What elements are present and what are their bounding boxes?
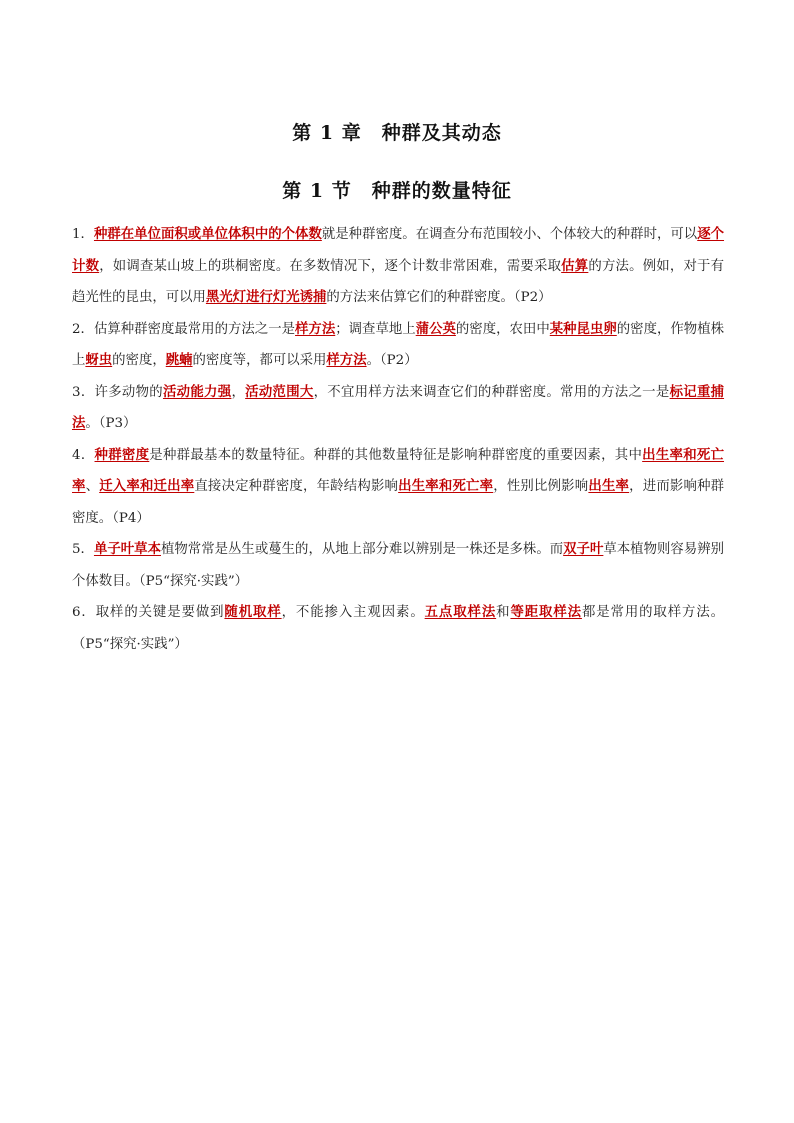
text-segment: 的方法来估算它们的种群密度。（P2） xyxy=(326,290,552,305)
text-segment: ，如调查某山坡上的珙桐密度。在多数情况下，逐个计数非常困难，需要采取 xyxy=(99,258,562,274)
highlighted-keyword: 活动范围大 xyxy=(245,383,314,400)
highlighted-keyword: 标记重捕法 xyxy=(72,383,725,431)
text-segment: 1． xyxy=(72,227,94,242)
list-item xyxy=(72,219,724,314)
highlighted-keyword: 活动能力强 xyxy=(162,383,232,400)
text-segment: 都是常用的取样方法。（P5“探究·实践”） xyxy=(72,605,725,652)
highlighted-keyword: 出生率和死亡率 xyxy=(398,478,494,494)
highlighted-keyword: 出生率 xyxy=(588,478,630,494)
chapter-title: 第 1 章 种群及其动态 xyxy=(292,122,502,144)
highlighted-keyword: 等距取样法 xyxy=(510,604,582,620)
text-segment: ，不宜用样方法来调查它们的种群密度。常用的方法之一是 xyxy=(313,384,670,400)
text-segment: 就是种群密度。在调查分布范围较小、个体较大的种群时，可以 xyxy=(321,227,698,242)
list-item xyxy=(72,534,724,597)
text-segment: 直接决定种群密度，年龄结构影响 xyxy=(194,479,399,494)
text-segment: 是种群最基本的数量特征。种群的其他数量特征是影响种群密度的重要因素，其中 xyxy=(149,447,643,463)
list-item xyxy=(72,377,724,440)
list-item xyxy=(72,597,724,660)
highlighted-keyword: 逐个计数 xyxy=(72,226,725,274)
text-segment: ， xyxy=(231,384,246,400)
text-segment: 5． xyxy=(72,542,94,557)
highlighted-keyword: 随机取样 xyxy=(224,604,282,620)
highlighted-keyword: 蚜虫 xyxy=(85,352,113,368)
highlighted-keyword: 跳蝻 xyxy=(165,352,193,368)
highlighted-keyword: 单子叶草本 xyxy=(93,541,161,557)
highlighted-keyword: 双子叶 xyxy=(563,541,604,557)
text-segment: 的方法。例如，对于有趋光性的昆虫，可以用 xyxy=(72,258,725,305)
text-segment: ，不能掺入主观因素。 xyxy=(281,605,425,620)
text-segment: 4． xyxy=(72,447,95,463)
text-segment: 、 xyxy=(85,479,100,494)
text-segment: 。（P3） xyxy=(85,416,137,431)
highlighted-keyword: 种群在单位面积或单位体积中的个体数 xyxy=(93,226,322,242)
text-segment: 和 xyxy=(496,605,511,620)
text-segment: 植物常常是丛生或蔓生的，从地上部分难以辨别是一株还是多株。而 xyxy=(160,542,564,557)
text-segment: 的密度， xyxy=(112,353,166,368)
text-segment: 的密度等，都可以采用 xyxy=(192,353,327,368)
highlighted-keyword: 蒲公英 xyxy=(415,320,456,337)
text-segment: ；调查草地上 xyxy=(335,321,416,337)
text-segment: 的密度，作物植株上 xyxy=(72,321,725,368)
highlighted-keyword: 某种昆虫卵 xyxy=(549,320,617,337)
text-segment: ，进而影响种群密度。（P4） xyxy=(72,479,725,526)
highlighted-keyword: 五点取样法 xyxy=(424,604,497,620)
highlighted-keyword: 估算 xyxy=(561,257,589,274)
highlighted-keyword: 样方法 xyxy=(326,352,367,368)
text-segment: 。（P2） xyxy=(366,353,418,368)
text-segment: ，性别比例影响 xyxy=(493,479,589,494)
highlighted-keyword: 黑光灯进行灯光诱捕 xyxy=(205,289,327,305)
text-segment: 6．取样的关键是要做到 xyxy=(72,605,225,620)
list-item xyxy=(72,314,724,377)
text-segment: 2．估算种群密度最常用的方法之一是 xyxy=(72,321,296,337)
knowledge-points-list xyxy=(72,219,724,660)
highlighted-keyword: 出生率和死亡率 xyxy=(72,446,725,494)
section-title: 第 1 节 种群的数量特征 xyxy=(282,180,512,202)
list-item xyxy=(72,440,724,535)
highlighted-keyword: 种群密度 xyxy=(94,446,150,463)
highlighted-keyword: 样方法 xyxy=(295,320,336,337)
text-segment: 3．许多动物的 xyxy=(72,384,163,400)
text-segment: 草本植物则容易辨别个体数目。（P5“探究·实践”） xyxy=(72,542,725,589)
text-segment: 的密度，农田中 xyxy=(455,321,550,337)
highlighted-keyword: 迁入率和迁出率 xyxy=(99,478,195,494)
